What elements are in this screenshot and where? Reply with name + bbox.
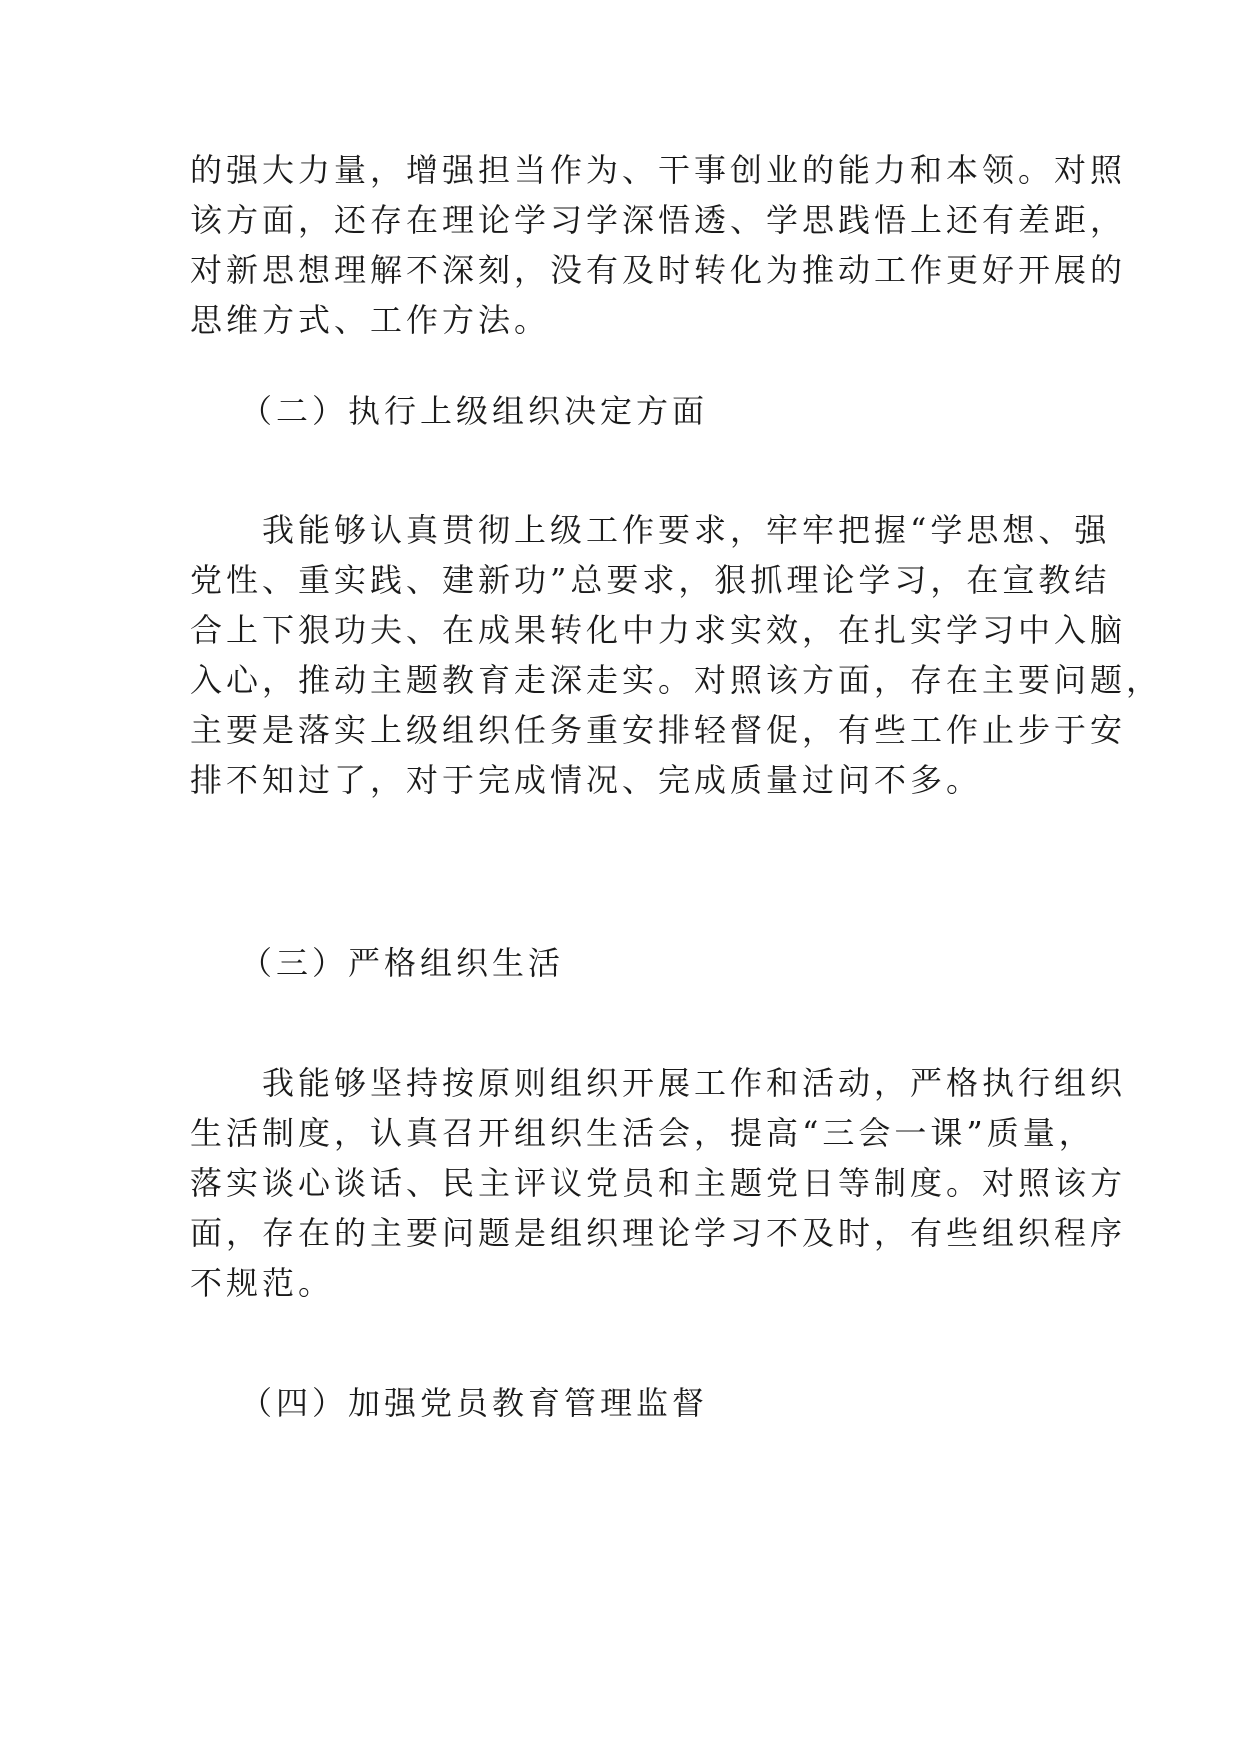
paragraph-line: 我能够坚持按原则组织开展工作和活动，严格执行组织 [190, 1064, 1127, 1102]
paragraph-line: 该方面，还存在理论学习学深悟透、学思践悟上还有差距， [190, 201, 1127, 239]
paragraph-line: 我能够认真贯彻上级工作要求，牢牢把握“学思想、强 [190, 511, 1111, 549]
section-heading-3: （三）严格组织生活 [240, 944, 565, 982]
paragraph-execute-decisions [190, 505, 1163, 805]
section-heading-4: （四）加强党员教育管理监督 [240, 1384, 709, 1422]
paragraph-line: 主要是落实上级组织任务重安排轻督促，有些工作止步于安 [190, 711, 1127, 749]
paragraph-line: 不规范。 [190, 1264, 335, 1302]
paragraph-line: 思维方式、工作方法。 [190, 301, 551, 339]
paragraph-line: 落实谈心谈话、民主评议党员和主题党日等制度。对照该方 [190, 1164, 1127, 1202]
paragraph-line: 的强大力量，增强担当作为、干事创业的能力和本领。对照 [190, 151, 1127, 189]
section-heading-2: （二）执行上级组织决定方面 [240, 392, 709, 430]
paragraph-line: 入心，推动主题教育走深走实。对照该方面，存在主要问题， [190, 661, 1163, 699]
paragraph-organization-life [190, 1058, 1127, 1308]
paragraph-line: 生活制度，认真召开组织生活会，提高“三会一课”质量， [190, 1114, 1095, 1152]
paragraph-line: 排不知过了，对于完成情况、完成质量过问不多。 [190, 761, 983, 799]
paragraph-line: 面，存在的主要问题是组织理论学习不及时，有些组织程序 [190, 1214, 1127, 1252]
paragraph-line: 对新思想理解不深刻，没有及时转化为推动工作更好开展的 [190, 251, 1127, 289]
paragraph-line: 合上下狠功夫、在成果转化中力求实效，在扎实学习中入脑 [190, 611, 1127, 649]
paragraph-line: 党性、重实践、建新功”总要求，狠抓理论学习，在宣教结 [190, 561, 1111, 599]
paragraph-theory-study [190, 145, 1127, 345]
